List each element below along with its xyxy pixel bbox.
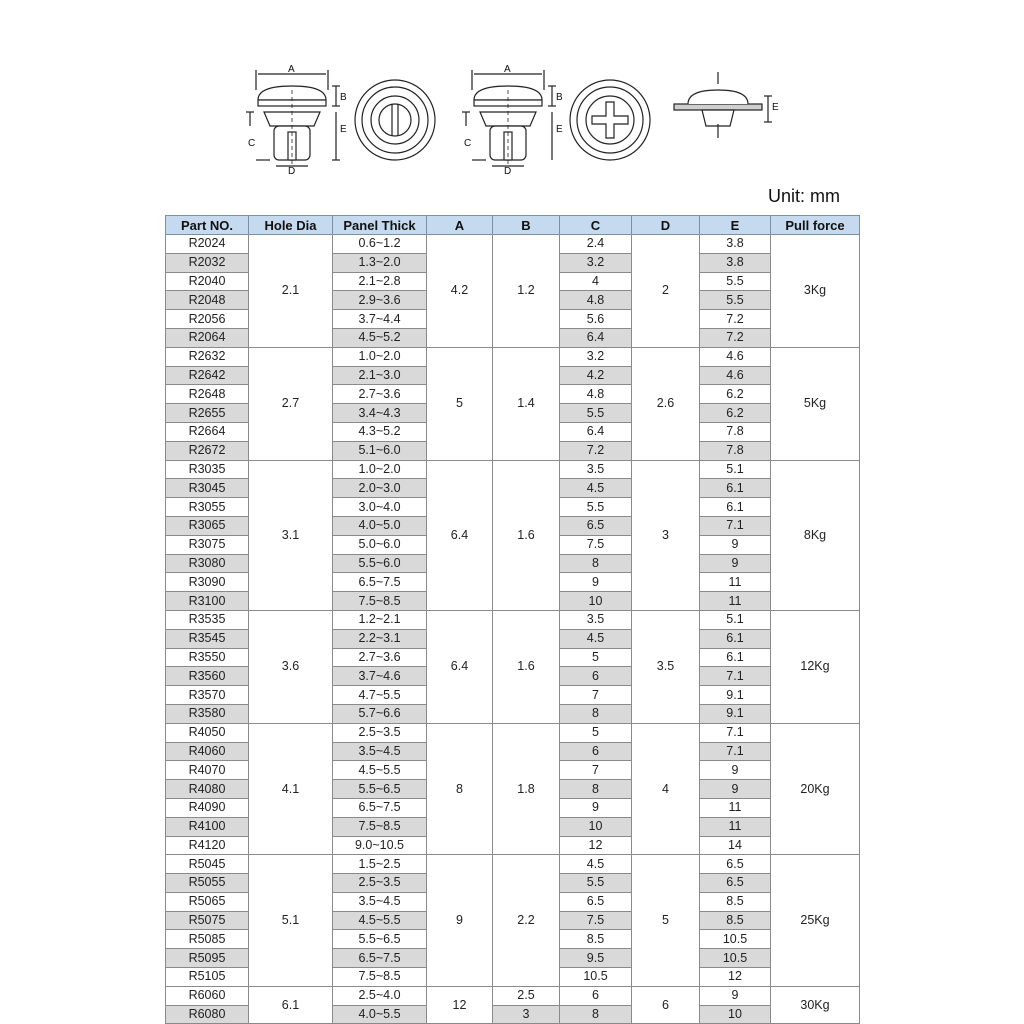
cell-d: 2	[632, 235, 700, 348]
cell-e: 7.1	[700, 742, 771, 761]
cell-e: 12	[700, 968, 771, 987]
cell-panel-thick: 5.5~6.0	[333, 554, 427, 573]
cell-panel-thick: 5.7~6.6	[333, 704, 427, 723]
cell-part-no: R3080	[166, 554, 249, 573]
dim-label-b: B	[556, 92, 563, 103]
cell-c: 9.5	[560, 949, 632, 968]
cell-panel-thick: 5.5~6.5	[333, 930, 427, 949]
cell-d: 4	[632, 723, 700, 855]
cell-e: 7.8	[700, 441, 771, 460]
top-view-drawing-2	[570, 80, 650, 160]
cell-e: 11	[700, 817, 771, 836]
cell-panel-thick: 1.0~2.0	[333, 460, 427, 479]
cell-e: 11	[700, 798, 771, 817]
cell-panel-thick: 5.5~6.5	[333, 780, 427, 799]
cell-panel-thick: 2.9~3.6	[333, 291, 427, 310]
cell-e: 9.1	[700, 686, 771, 705]
cell-pull-force: 30Kg	[771, 986, 860, 1024]
installed-section-drawing	[674, 72, 772, 138]
cell-c: 10.5	[560, 968, 632, 987]
cell-panel-thick: 7.5~8.5	[333, 968, 427, 987]
cell-part-no: R5095	[166, 949, 249, 968]
cell-c: 5	[560, 648, 632, 667]
cell-panel-thick: 2.1~2.8	[333, 272, 427, 291]
table-row	[166, 235, 860, 254]
cell-part-no: R2655	[166, 404, 249, 423]
cell-d: 3.5	[632, 610, 700, 723]
cell-e: 7.1	[700, 723, 771, 742]
cell-a: 5	[427, 347, 493, 460]
technical-drawings	[240, 60, 800, 180]
cell-d: 2.6	[632, 347, 700, 460]
top-view-drawing-1	[355, 80, 435, 160]
cell-part-no: R5105	[166, 968, 249, 987]
table-row	[166, 610, 860, 629]
cell-c: 3.5	[560, 460, 632, 479]
cell-b: 3	[493, 1005, 560, 1024]
cell-c: 8	[560, 1005, 632, 1024]
cell-c: 5.5	[560, 498, 632, 517]
cell-d: 5	[632, 855, 700, 987]
cell-panel-thick: 5.0~6.0	[333, 535, 427, 554]
cell-part-no: R3570	[166, 686, 249, 705]
cell-part-no: R5045	[166, 855, 249, 874]
dim-label-d: D	[288, 166, 296, 177]
cell-b: 2.2	[493, 855, 560, 987]
cell-c: 6	[560, 667, 632, 686]
cell-c: 5	[560, 723, 632, 742]
cell-part-no: R2056	[166, 310, 249, 329]
cell-c: 4.8	[560, 291, 632, 310]
cell-part-no: R3535	[166, 610, 249, 629]
cell-panel-thick: 6.5~7.5	[333, 573, 427, 592]
cell-a: 6.4	[427, 610, 493, 723]
cell-hole-dia: 4.1	[249, 723, 333, 855]
cell-e: 6.1	[700, 629, 771, 648]
cell-panel-thick: 1.3~2.0	[333, 253, 427, 272]
dim-label-b: B	[340, 92, 347, 103]
cell-panel-thick: 3.7~4.4	[333, 310, 427, 329]
cell-d: 6	[632, 986, 700, 1024]
cell-c: 8	[560, 780, 632, 799]
cell-a: 6.4	[427, 460, 493, 610]
cell-e: 10.5	[700, 949, 771, 968]
table-row	[166, 723, 860, 742]
table-header-row	[166, 216, 860, 235]
cell-c: 8	[560, 704, 632, 723]
cell-part-no: R5075	[166, 911, 249, 930]
cell-c: 7	[560, 686, 632, 705]
dim-label-a: A	[288, 64, 295, 75]
cell-part-no: R2032	[166, 253, 249, 272]
cell-e: 3.8	[700, 253, 771, 272]
dim-label-c: C	[464, 138, 472, 149]
cell-part-no: R3560	[166, 667, 249, 686]
cell-e: 5.1	[700, 610, 771, 629]
cell-pull-force: 5Kg	[771, 347, 860, 460]
cell-c: 7	[560, 761, 632, 780]
cell-e: 9	[700, 761, 771, 780]
cell-part-no: R3100	[166, 592, 249, 611]
cell-hole-dia: 3.6	[249, 610, 333, 723]
cell-a: 9	[427, 855, 493, 987]
cell-b: 1.6	[493, 610, 560, 723]
cell-part-no: R4080	[166, 780, 249, 799]
cell-e: 10	[700, 1005, 771, 1024]
cell-e: 9.1	[700, 704, 771, 723]
cell-panel-thick: 1.0~2.0	[333, 347, 427, 366]
cell-panel-thick: 2.2~3.1	[333, 629, 427, 648]
cell-part-no: R2040	[166, 272, 249, 291]
cell-e: 11	[700, 592, 771, 611]
cell-b: 1.8	[493, 723, 560, 855]
cell-part-no: R4100	[166, 817, 249, 836]
cell-pull-force: 25Kg	[771, 855, 860, 987]
header-b: B	[493, 216, 560, 235]
cell-e: 9	[700, 780, 771, 799]
cell-panel-thick: 4.7~5.5	[333, 686, 427, 705]
cell-c: 10	[560, 817, 632, 836]
cell-part-no: R3065	[166, 516, 249, 535]
cell-hole-dia: 2.1	[249, 235, 333, 348]
cell-e: 5.5	[700, 291, 771, 310]
header-panel-thick: Panel Thick	[333, 216, 427, 235]
cell-e: 6.1	[700, 498, 771, 517]
cell-a: 8	[427, 723, 493, 855]
table-row	[166, 347, 860, 366]
cell-c: 4.8	[560, 385, 632, 404]
cell-panel-thick: 4.5~5.2	[333, 328, 427, 347]
cell-c: 8.5	[560, 930, 632, 949]
cell-e: 7.1	[700, 667, 771, 686]
cell-part-no: R6060	[166, 986, 249, 1005]
cell-part-no: R2048	[166, 291, 249, 310]
cell-c: 6.5	[560, 892, 632, 911]
cell-part-no: R5055	[166, 874, 249, 893]
cell-part-no: R2648	[166, 385, 249, 404]
cell-panel-thick: 3.5~4.5	[333, 742, 427, 761]
cell-part-no: R3090	[166, 573, 249, 592]
cell-part-no: R5065	[166, 892, 249, 911]
cell-panel-thick: 1.5~2.5	[333, 855, 427, 874]
cell-e: 6.5	[700, 855, 771, 874]
cell-panel-thick: 0.6~1.2	[333, 235, 427, 254]
cell-part-no: R4120	[166, 836, 249, 855]
cell-panel-thick: 7.5~8.5	[333, 592, 427, 611]
cell-part-no: R2664	[166, 422, 249, 441]
cell-panel-thick: 4.5~5.5	[333, 911, 427, 930]
cell-panel-thick: 4.0~5.5	[333, 1005, 427, 1024]
cell-panel-thick: 4.0~5.0	[333, 516, 427, 535]
cell-c: 4.2	[560, 366, 632, 385]
cell-c: 3.2	[560, 253, 632, 272]
cell-c: 5.5	[560, 404, 632, 423]
cell-c: 2.4	[560, 235, 632, 254]
cell-c: 6.4	[560, 422, 632, 441]
cell-e: 14	[700, 836, 771, 855]
side-view-drawing-1	[246, 70, 340, 166]
cell-c: 6	[560, 742, 632, 761]
cell-pull-force: 8Kg	[771, 460, 860, 610]
cell-c: 3.2	[560, 347, 632, 366]
cell-c: 4	[560, 272, 632, 291]
cell-c: 6.4	[560, 328, 632, 347]
cell-a: 12	[427, 986, 493, 1024]
cell-c: 9	[560, 798, 632, 817]
header-e: E	[700, 216, 771, 235]
cell-e: 7.8	[700, 422, 771, 441]
cell-e: 9	[700, 535, 771, 554]
cell-panel-thick: 3.5~4.5	[333, 892, 427, 911]
cell-e: 7.2	[700, 310, 771, 329]
cell-c: 5.6	[560, 310, 632, 329]
cell-part-no: R6080	[166, 1005, 249, 1024]
cell-part-no: R2064	[166, 328, 249, 347]
cell-panel-thick: 5.1~6.0	[333, 441, 427, 460]
cell-part-no: R3055	[166, 498, 249, 517]
cell-panel-thick: 2.1~3.0	[333, 366, 427, 385]
cell-c: 6.5	[560, 516, 632, 535]
cell-c: 9	[560, 573, 632, 592]
table-row	[166, 986, 860, 1005]
cell-e: 8.5	[700, 911, 771, 930]
cell-e: 3.8	[700, 235, 771, 254]
cell-hole-dia: 6.1	[249, 986, 333, 1024]
cell-panel-thick: 7.5~8.5	[333, 817, 427, 836]
dim-label-e: E	[556, 124, 563, 135]
cell-e: 11	[700, 573, 771, 592]
cell-b: 1.2	[493, 235, 560, 348]
cell-panel-thick: 4.5~5.5	[333, 761, 427, 780]
cell-part-no: R4060	[166, 742, 249, 761]
header-d: D	[632, 216, 700, 235]
header-a: A	[427, 216, 493, 235]
cell-e: 6.2	[700, 404, 771, 423]
cell-part-no: R3075	[166, 535, 249, 554]
cell-panel-thick: 2.7~3.6	[333, 385, 427, 404]
cell-c: 7.5	[560, 911, 632, 930]
cell-panel-thick: 2.5~3.5	[333, 874, 427, 893]
cell-part-no: R3035	[166, 460, 249, 479]
cell-panel-thick: 3.4~4.3	[333, 404, 427, 423]
cell-e: 10.5	[700, 930, 771, 949]
cell-part-no: R3045	[166, 479, 249, 498]
cell-d: 3	[632, 460, 700, 610]
dim-label-c: C	[248, 138, 256, 149]
side-view-drawing-2	[462, 70, 556, 166]
cell-pull-force: 12Kg	[771, 610, 860, 723]
cell-part-no: R5085	[166, 930, 249, 949]
cell-pull-force: 3Kg	[771, 235, 860, 348]
cell-e: 6.1	[700, 648, 771, 667]
cell-panel-thick: 2.5~3.5	[333, 723, 427, 742]
cell-e: 9	[700, 986, 771, 1005]
cell-c: 4.5	[560, 855, 632, 874]
cell-panel-thick: 9.0~10.5	[333, 836, 427, 855]
cell-e: 6.5	[700, 874, 771, 893]
unit-label: Unit: mm	[768, 186, 840, 206]
cell-b: 1.4	[493, 347, 560, 460]
cell-e: 7.1	[700, 516, 771, 535]
cell-panel-thick: 6.5~7.5	[333, 798, 427, 817]
table-row	[166, 855, 860, 874]
spec-table	[165, 215, 860, 1024]
cell-hole-dia: 3.1	[249, 460, 333, 610]
cell-e: 5.5	[700, 272, 771, 291]
header-hole-dia: Hole Dia	[249, 216, 333, 235]
dim-label-e-installed: E	[772, 102, 779, 113]
cell-e: 8.5	[700, 892, 771, 911]
cell-panel-thick: 1.2~2.1	[333, 610, 427, 629]
cell-c: 8	[560, 554, 632, 573]
cell-c: 12	[560, 836, 632, 855]
dim-label-d: D	[504, 166, 512, 177]
cell-c: 4.5	[560, 629, 632, 648]
header-pull-force: Pull force	[771, 216, 860, 235]
cell-panel-thick: 3.0~4.0	[333, 498, 427, 517]
header-c: C	[560, 216, 632, 235]
cell-e: 7.2	[700, 328, 771, 347]
cell-c: 6	[560, 986, 632, 1005]
cell-panel-thick: 3.7~4.6	[333, 667, 427, 686]
cell-c: 3.5	[560, 610, 632, 629]
cell-part-no: R3550	[166, 648, 249, 667]
cell-e: 5.1	[700, 460, 771, 479]
cell-e: 6.1	[700, 479, 771, 498]
cell-c: 7.5	[560, 535, 632, 554]
cell-panel-thick: 2.7~3.6	[333, 648, 427, 667]
cell-part-no: R3545	[166, 629, 249, 648]
cell-a: 4.2	[427, 235, 493, 348]
cell-panel-thick: 2.5~4.0	[333, 986, 427, 1005]
dim-label-e: E	[340, 124, 347, 135]
cell-part-no: R4070	[166, 761, 249, 780]
cell-c: 4.5	[560, 479, 632, 498]
cell-panel-thick: 2.0~3.0	[333, 479, 427, 498]
cell-e: 9	[700, 554, 771, 573]
cell-part-no: R2672	[166, 441, 249, 460]
cell-c: 7.2	[560, 441, 632, 460]
cell-b: 2.5	[493, 986, 560, 1005]
cell-e: 4.6	[700, 366, 771, 385]
cell-hole-dia: 5.1	[249, 855, 333, 987]
cell-c: 10	[560, 592, 632, 611]
dim-label-a: A	[504, 64, 511, 75]
table-body	[166, 235, 860, 1024]
cell-part-no: R2024	[166, 235, 249, 254]
cell-b: 1.6	[493, 460, 560, 610]
cell-panel-thick: 6.5~7.5	[333, 949, 427, 968]
cell-e: 6.2	[700, 385, 771, 404]
cell-part-no: R4090	[166, 798, 249, 817]
header-part-no: Part NO.	[166, 216, 249, 235]
cell-c: 5.5	[560, 874, 632, 893]
cell-part-no: R2642	[166, 366, 249, 385]
cell-pull-force: 20Kg	[771, 723, 860, 855]
table-row	[166, 460, 860, 479]
cell-hole-dia: 2.7	[249, 347, 333, 460]
cell-part-no: R3580	[166, 704, 249, 723]
cell-part-no: R2632	[166, 347, 249, 366]
cell-e: 4.6	[700, 347, 771, 366]
cell-panel-thick: 4.3~5.2	[333, 422, 427, 441]
cell-part-no: R4050	[166, 723, 249, 742]
